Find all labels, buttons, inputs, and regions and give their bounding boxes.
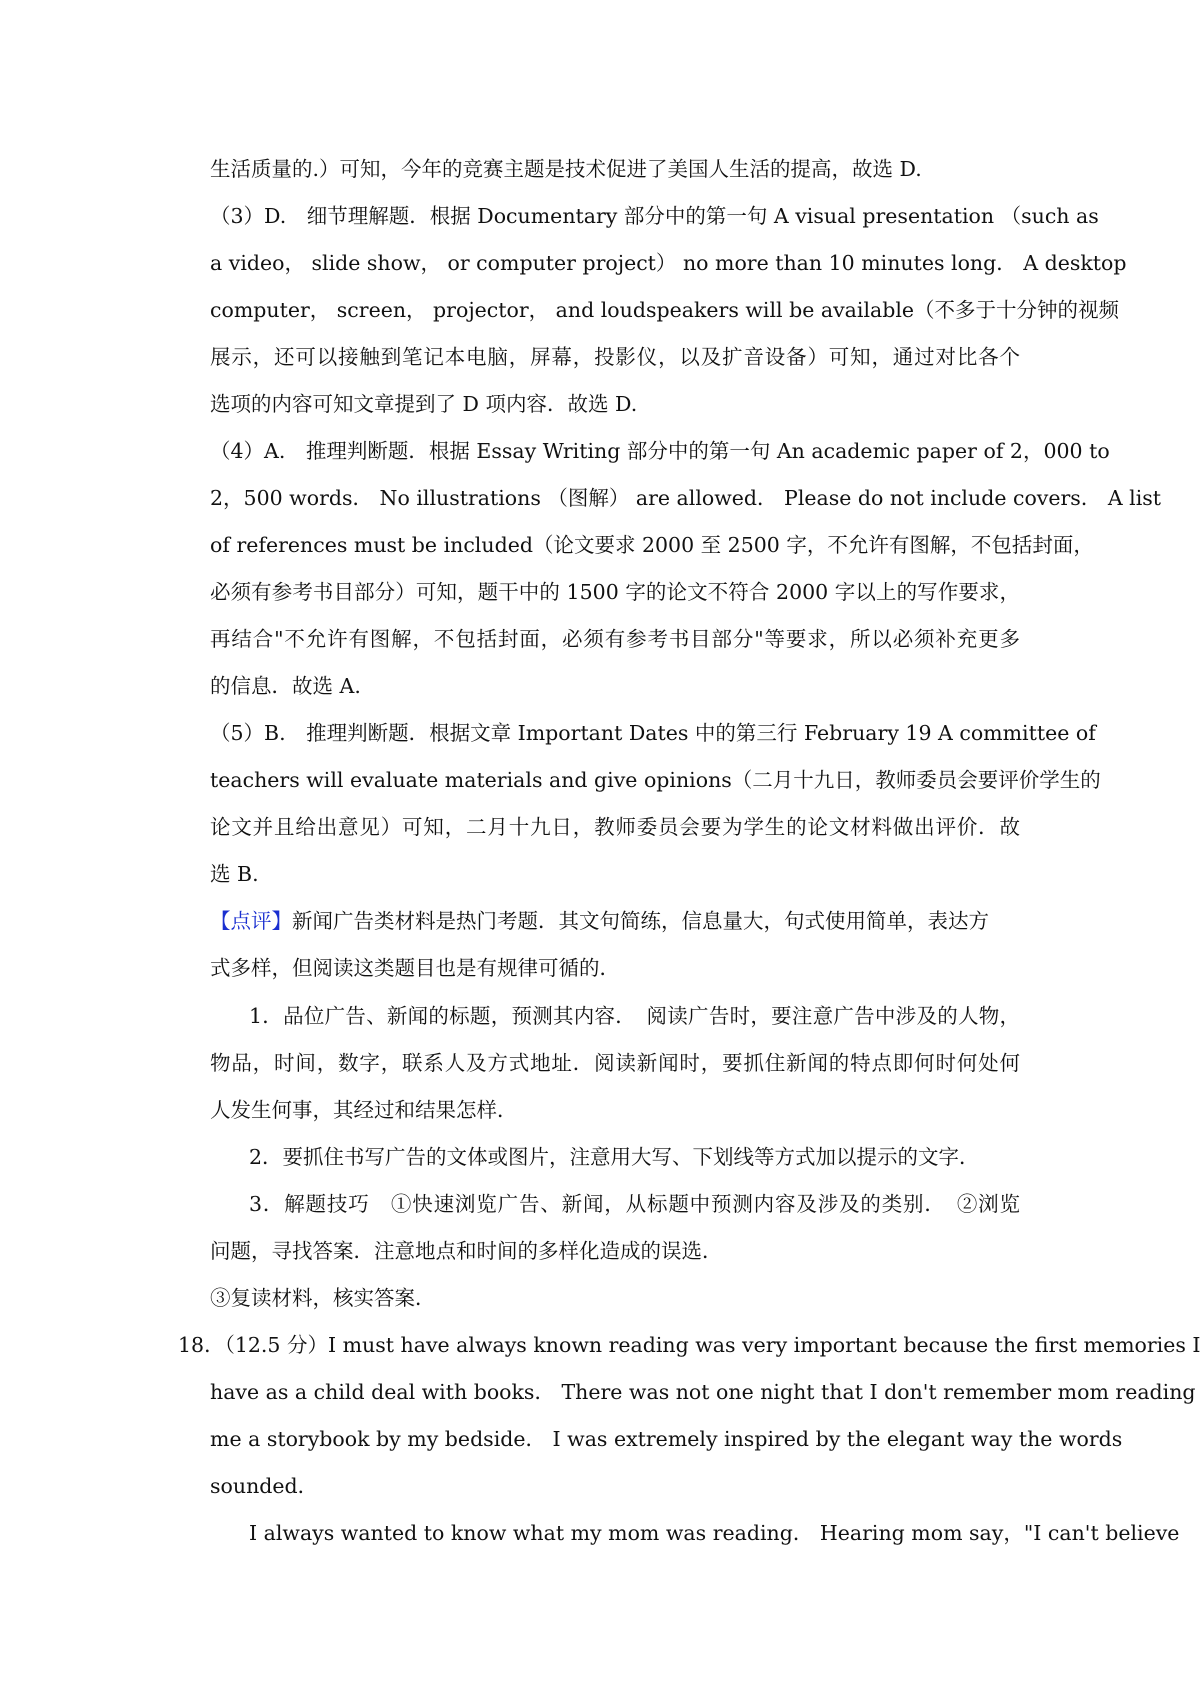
text-line: 1．品位广告、新闻的标题，预测其内容． 阅读广告时，要注意广告中涉及的人物， bbox=[249, 1004, 1020, 1028]
text-line: 3．解题技巧 ①快速浏览广告、新闻，从标题中预测内容及涉及的类别． ②浏览 bbox=[249, 1192, 1020, 1216]
text-line: （5）B. 推理判断题．根据文章 Important Dates 中的第三行 February 19 A committee of bbox=[210, 721, 1096, 745]
text-line: 再结合"不允许有图解，不包括封面，必须有参考书目部分"等要求，所以必须补充更多 bbox=[210, 627, 1020, 651]
text-line: 选项的内容可知文章提到了 D 项内容．故选 D. bbox=[210, 392, 638, 416]
text-line: 生活质量的.）可知，今年的竞赛主题是技术促进了美国人生活的提高，故选 D. bbox=[210, 157, 922, 181]
comment-line bbox=[210, 907, 1020, 935]
text-line: 人发生何事，其经过和结果怎样． bbox=[210, 1098, 518, 1122]
text-line: 物品，时间，数字，联系人及方式地址．阅读新闻时，要抓住新闻的特点即何时何处何 bbox=[210, 1051, 1020, 1075]
text-line: （3）D. 细节理解题．根据 Documentary 部分中的第一句 A visual presentation （such as bbox=[210, 204, 1099, 228]
text-line: of references must be included（论文要求 2000 至 2500 字，不允许有图解，不包括封面， bbox=[210, 533, 1094, 557]
text-line: 问题，寻找答案．注意地点和时间的多样化造成的误选． bbox=[210, 1239, 723, 1263]
text-line: computer， screen， projector， and loudspeakers will be available（不多于十分钟的视频 bbox=[210, 298, 1120, 322]
comment-tag: 【点评】 bbox=[210, 909, 292, 933]
text-line: a video， slide show， or computer project） no more than 10 minutes long． A desktop bbox=[210, 251, 1127, 275]
question-18-line: 18．（12.5 分）I must have always known reading was very important because the first memories I bbox=[178, 1333, 1200, 1357]
text-line: have as a child deal with books． There was not one night that I don't remember mom reading bbox=[210, 1380, 1196, 1404]
text-line: 2，500 words． No illustrations （图解） are allowed． Please do not include covers． A list bbox=[210, 486, 1162, 510]
text-line: 必须有参考书目部分）可知，题干中的 1500 字的论文不符合 2000 字以上的写作要求， bbox=[210, 580, 1020, 604]
comment-text: 新闻广告类材料是热门考题．其文句简练，信息量大，句式使用简单，表达方 bbox=[292, 909, 989, 933]
text-line: teachers will evaluate materials and give opinions（二月十九日，教师委员会要评价学生的 bbox=[210, 768, 1101, 792]
text-line: （4）A. 推理判断题．根据 Essay Writing 部分中的第一句 An academic paper of 2，000 to bbox=[210, 439, 1110, 463]
text-line: sounded． bbox=[210, 1474, 319, 1498]
text-line: 展示，还可以接触到笔记本电脑，屏幕，投影仪，以及扩音设备）可知，通过对比各个 bbox=[210, 345, 1020, 369]
text-line: 的信息．故选 A. bbox=[210, 674, 361, 698]
text-line: 式多样，但阅读这类题目也是有规律可循的． bbox=[210, 956, 620, 980]
text-line: ③复读材料，核实答案． bbox=[210, 1286, 436, 1310]
text-line: 论文并且给出意见）可知，二月十九日，教师委员会要为学生的论文材料做出评价．故 bbox=[210, 815, 1020, 839]
text-line: 2．要抓住书写广告的文体或图片，注意用大写、下划线等方式加以提示的文字． bbox=[249, 1145, 980, 1169]
text-line: I always wanted to know what my mom was reading． Hearing mom say，"I can't believe bbox=[249, 1521, 1180, 1545]
text-line: me a storybook by my bedside． I was extremely inspired by the elegant way the words bbox=[210, 1427, 1123, 1451]
text-line: 选 B. bbox=[210, 862, 259, 886]
